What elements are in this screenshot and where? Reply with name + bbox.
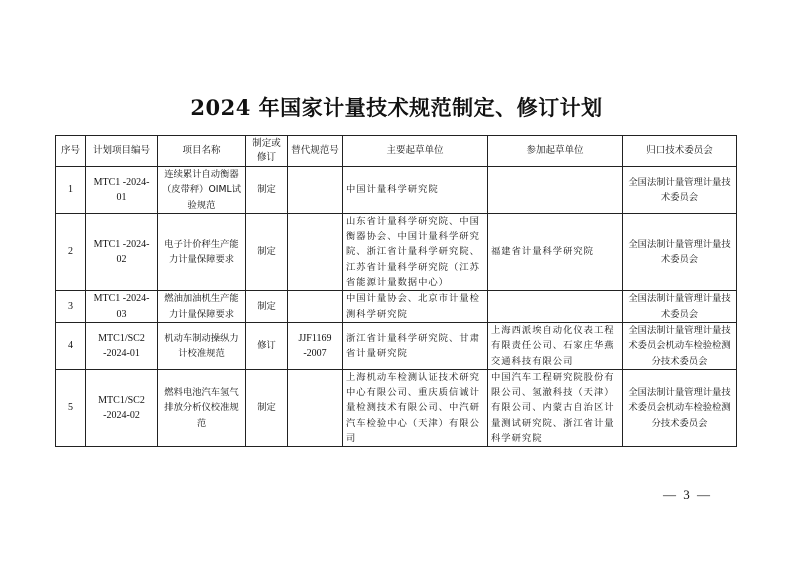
cell-no: 3: [56, 291, 86, 323]
table-row: [56, 369, 737, 446]
cell-committee: 全国法制计量管理计量技术委员会机动车检验检测分技术委员会: [623, 369, 737, 446]
cell-participants: [488, 167, 623, 214]
cell-main-drafters: 浙江省计量科学研究院、甘肃省计量研究院: [343, 322, 488, 369]
cell-participants: 福建省计量科学研究院: [488, 213, 623, 290]
header-no: 序号: [56, 136, 86, 167]
cell-code: MTC1 -2024-02: [86, 213, 158, 290]
cell-committee: 全国法制计量管理计量技术委员会: [623, 167, 737, 214]
cell-participants: [488, 291, 623, 323]
cell-name: 燃料电池汽车氢气排放分析仪校准规范: [158, 369, 246, 446]
cell-name: 电子计价秤生产能力计量保障要求: [158, 213, 246, 290]
cell-committee: 全国法制计量管理计量技术委员会: [623, 213, 737, 290]
document-title: 2024 年国家计量技术规范制定、修订计划: [190, 95, 603, 120]
header-code: 计划项目编号: [86, 136, 158, 167]
cell-no: 5: [56, 369, 86, 446]
cell-replaces: [288, 291, 343, 323]
cell-name: 燃油加油机生产能力计量保障要求: [158, 291, 246, 323]
header-main-drafters: 主要起草单位: [343, 136, 488, 167]
header-type: 制定或修订: [246, 136, 288, 167]
cell-no: 1: [56, 167, 86, 214]
table-row: [56, 291, 737, 323]
table-row: [56, 322, 737, 369]
cell-main-drafters: 山东省计量科学研究院、中国衡器协会、中国计量科学研究院、浙江省计量科学研究院、江苏省计量科学研究院（江苏省能源计量数据中心）: [343, 213, 488, 290]
cell-code: MTC1/SC2 -2024-02: [86, 369, 158, 446]
cell-committee: 全国法制计量管理计量技术委员会: [623, 291, 737, 323]
cell-no: 2: [56, 213, 86, 290]
cell-replaces: [288, 167, 343, 214]
cell-committee: 全国法制计量管理计量技术委员会机动车检验检测分技术委员会: [623, 322, 737, 369]
header-replaces: 替代规范号: [288, 136, 343, 167]
cell-main-drafters: 中国计量科学研究院: [343, 167, 488, 214]
cell-type: 制定: [246, 213, 288, 290]
cell-type: 制定: [246, 291, 288, 323]
header-name: 项目名称: [158, 136, 246, 167]
cell-replaces: [288, 213, 343, 290]
cell-code: MTC1 -2024-01: [86, 167, 158, 214]
cell-name: 连续累计自动衡器（皮带秤）OIML试验规范: [158, 167, 246, 214]
header-committee: 归口技术委员会: [623, 136, 737, 167]
cell-main-drafters: 中国计量协会、北京市计量检测科学研究院: [343, 291, 488, 323]
cell-type: 制定: [246, 369, 288, 446]
plan-table: [55, 135, 737, 447]
cell-no: 4: [56, 322, 86, 369]
cell-replaces: JJF1169 -2007: [288, 322, 343, 369]
table-header-row: [56, 136, 737, 167]
cell-participants: 中国汽车工程研究院股份有限公司、氢澈科技（天津）有限公司、内蒙古自治区计量测试研究院、浙江省计量科学研究院: [488, 369, 623, 446]
cell-type: 制定: [246, 167, 288, 214]
cell-replaces: [288, 369, 343, 446]
cell-participants: 上海西派埃自动化仪表工程有限责任公司、石家庄华燕交通科技有限公司: [488, 322, 623, 369]
header-participants: 参加起草单位: [488, 136, 623, 167]
cell-main-drafters: 上海机动车检测认证技术研究中心有限公司、重庆质信诚计量检测技术有限公司、中汽研汽车检验中心（天津）有限公司: [343, 369, 488, 446]
cell-code: MTC1 -2024-03: [86, 291, 158, 323]
page-number: — 3 —: [663, 487, 712, 502]
table-row: [56, 213, 737, 290]
cell-name: 机动车制动操纵力计校准规范: [158, 322, 246, 369]
cell-code: MTC1/SC2 -2024-01: [86, 322, 158, 369]
cell-type: 修订: [246, 322, 288, 369]
table-row: [56, 167, 737, 214]
